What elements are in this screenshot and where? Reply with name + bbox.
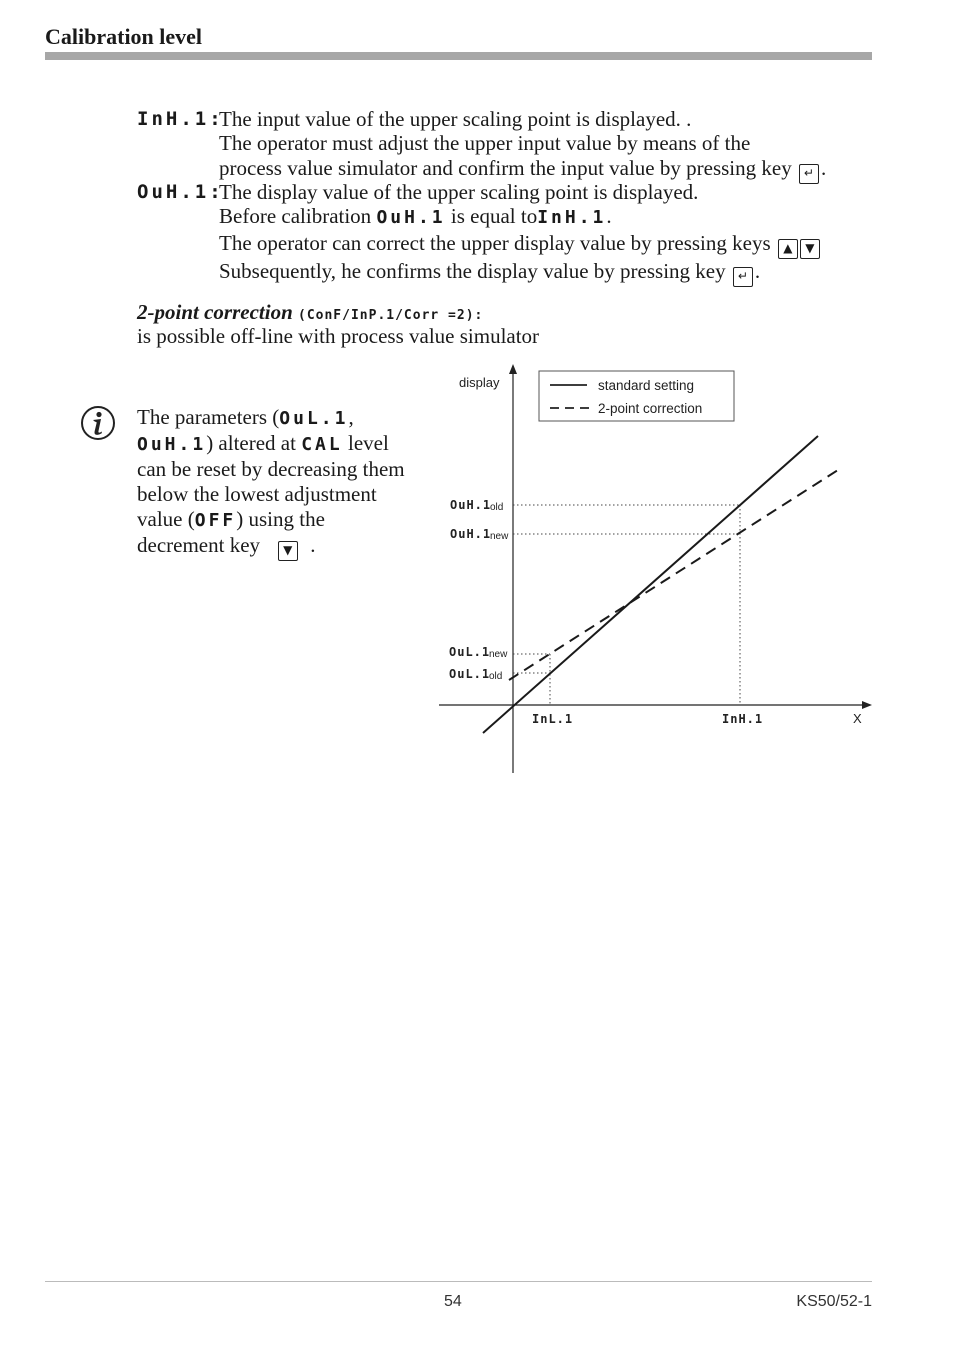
note-line-4: below the lowest adjustment <box>137 482 377 506</box>
ouh-line-1: The display value of the upper scaling point is displayed. <box>219 180 699 204</box>
correction-path-open: ( <box>298 308 307 323</box>
note-code-off: OFF <box>194 510 237 531</box>
note-line-6 <box>137 533 437 561</box>
ouh-line-3 <box>219 231 879 259</box>
series-2-point-correction <box>509 470 838 680</box>
note-l5-a: value ( <box>137 507 195 531</box>
inh-line-3-text: process value simulator and confirm the input value by pressing key <box>219 155 792 180</box>
legend-label-standard: standard setting <box>598 378 695 393</box>
note-l1-b: , <box>348 405 354 429</box>
note-l2-b: level <box>347 431 389 455</box>
correction-subtext: is possible off-line with process value simulator <box>137 324 540 348</box>
enter-key-icon: ↵ <box>733 267 753 287</box>
ouh-line-4-end: . <box>754 258 761 283</box>
correction-path-close: ): <box>465 308 484 323</box>
ytick-oul-old-sub: old <box>489 671 503 682</box>
model-number: KS50/52-1 <box>796 1293 872 1310</box>
correction-title: 2-point correction <box>137 300 293 324</box>
note-l1-a: The parameters ( <box>137 405 280 429</box>
ouh-line-2-c: . <box>606 204 612 229</box>
ouh-line-4-text: Subsequently, he confirms the display value by pressing key <box>219 258 726 283</box>
note-l6-a: decrement key <box>137 533 261 557</box>
footer-rule <box>45 1281 872 1282</box>
correction-heading <box>137 300 483 325</box>
page-number: 54 <box>444 1293 462 1310</box>
inh-line-3-end: . <box>820 155 827 180</box>
note-line-1 <box>137 405 437 431</box>
x-axis-label: X <box>853 711 862 726</box>
ytick-ouh-old-sub: old <box>490 502 504 513</box>
ouh-line-2-b: is equal to <box>450 204 538 229</box>
note-line-5 <box>137 507 437 533</box>
note-line-3: can be reset by decreasing them <box>137 457 405 481</box>
ouh-line-2 <box>219 204 879 230</box>
xtick-inl: InL.1 <box>532 712 574 726</box>
ytick-oul-old: OuL.1 <box>449 667 491 681</box>
inh-code-inline: InH.1 <box>537 207 607 229</box>
xtick-inh: InH.1 <box>722 712 764 726</box>
page-title: Calibration level <box>45 24 203 49</box>
ytick-oul-new: OuL.1 <box>449 645 491 659</box>
ouh-line-2-a: Before calibration <box>219 204 372 229</box>
note-code-ouh: OuH.1 <box>137 434 207 455</box>
ytick-oul-new-sub: new <box>489 649 508 660</box>
header-rule <box>45 52 872 60</box>
ytick-ouh-old: OuH.1 <box>450 498 492 512</box>
ouh-code-inline: OuH.1 <box>376 207 446 229</box>
calibration-chart <box>430 360 880 780</box>
down-key-icon: ▼ <box>800 239 820 259</box>
note-l2-a: ) altered at <box>206 431 296 455</box>
ouh-line-4 <box>219 259 879 287</box>
ytick-ouh-new-sub: new <box>490 531 509 542</box>
note-line-2 <box>137 431 437 457</box>
note-code-oul: OuL.1 <box>279 408 349 429</box>
correction-path: ConF/InP.1/Corr =2 <box>306 308 466 323</box>
ytick-ouh-new: OuH.1 <box>450 527 492 541</box>
series-standard-setting <box>483 436 818 733</box>
note-code-cal: CAL <box>301 434 343 455</box>
inh-line-2: The operator must adjust the upper input value by means of the <box>219 131 751 156</box>
note-l5-b: ) using the <box>236 507 325 531</box>
enter-key-icon: ↵ <box>799 164 819 184</box>
inh-line-1: The input value of the upper scaling point is displayed. . <box>219 107 692 131</box>
up-key-icon: ▲ <box>778 239 798 259</box>
ouh-line-3-text: The operator can correct the upper display value by pressing keys <box>219 230 771 255</box>
param-code-inh: InH.1: <box>137 108 224 130</box>
legend-label-correction: 2-point correction <box>598 401 703 416</box>
reset-note <box>137 405 437 561</box>
param-code-ouh: OuH.1: <box>137 181 224 203</box>
x-axis-arrow <box>862 701 872 709</box>
down-key-icon: ▼ <box>278 541 298 561</box>
note-l6-b: . <box>310 533 316 557</box>
info-icon <box>80 405 116 441</box>
y-axis-arrow <box>509 364 517 374</box>
y-axis-label: display <box>459 375 500 390</box>
